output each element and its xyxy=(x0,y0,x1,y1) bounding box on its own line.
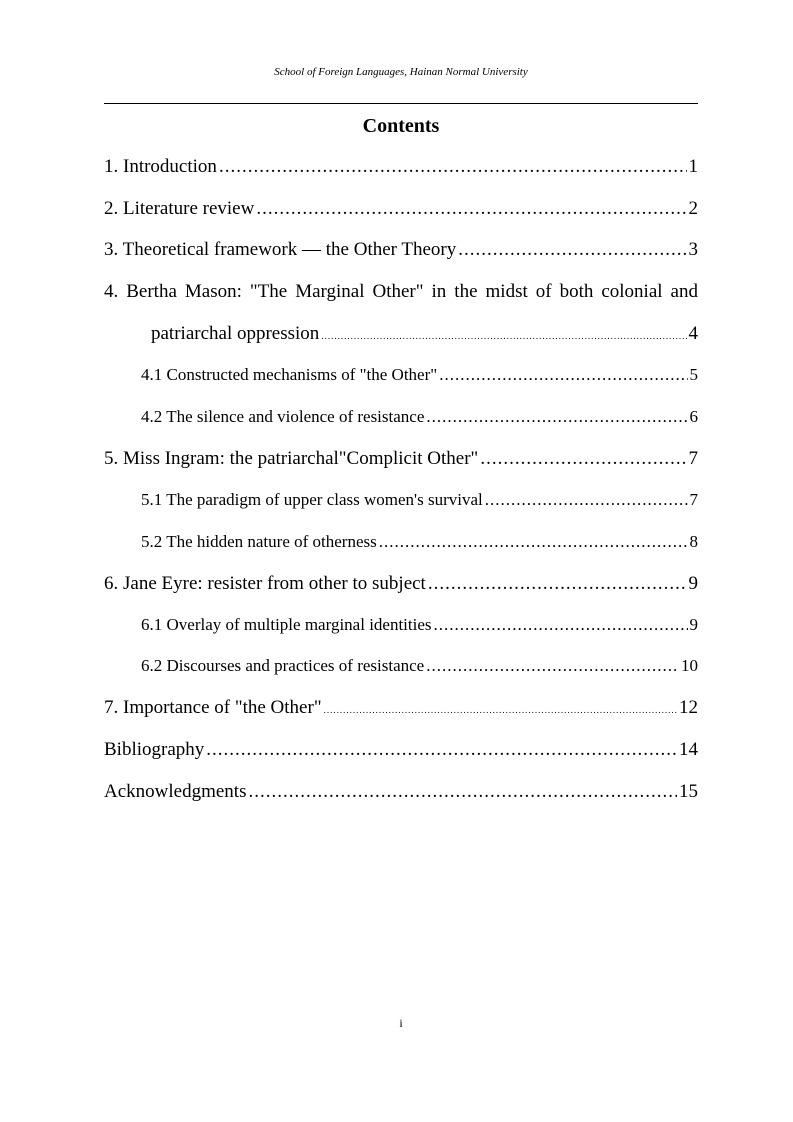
dot-leader xyxy=(248,781,677,803)
dot-leader xyxy=(434,615,688,635)
toc-entry-jane-eyre[interactable] xyxy=(104,573,698,599)
dot-leader xyxy=(439,365,687,385)
toc-entry-label: 5. Miss Ingram: the patriarchal"Complicit Other" xyxy=(104,448,479,469)
dot-leader xyxy=(324,705,677,715)
toc-entry-page: 15 xyxy=(679,781,698,802)
toc-entry-bibliography[interactable] xyxy=(104,739,698,765)
toc-entry-acknowledgments[interactable] xyxy=(104,781,698,807)
toc-entry-label: 7. Importance of "the Other" xyxy=(104,697,322,718)
toc-entry-page: 14 xyxy=(679,739,698,760)
dot-leader xyxy=(426,656,679,676)
toc-entry-page: 12 xyxy=(679,697,698,718)
toc-entry-page: 7 xyxy=(689,490,698,509)
dot-leader xyxy=(206,739,677,761)
toc-entry-theoretical-framework[interactable] xyxy=(104,239,698,265)
toc-entry-page: 9 xyxy=(688,573,698,594)
running-header: School of Foreign Languages, Hainan Normal University xyxy=(274,66,528,78)
toc-entry-silence-and-violence[interactable] xyxy=(141,407,698,433)
toc-entry-page: 7 xyxy=(688,448,698,469)
toc-entry-marginal-identities[interactable] xyxy=(141,615,698,641)
toc-entry-page: 9 xyxy=(689,615,698,634)
toc-entry-label: Acknowledgments xyxy=(104,781,247,802)
toc-entry-page: 5 xyxy=(689,365,698,384)
dot-leader xyxy=(321,331,686,341)
toc-entry-label: 4.2 The silence and violence of resistance xyxy=(141,407,425,426)
toc-entry-constructed-mechanisms[interactable] xyxy=(141,365,698,391)
toc-entry-label: 2. Literature review xyxy=(104,198,255,219)
toc-entry-label: 1. Introduction xyxy=(104,156,217,177)
toc-entry-literature-review[interactable] xyxy=(104,198,698,224)
toc-entry-introduction[interactable] xyxy=(104,156,698,182)
toc-entry-page: 4 xyxy=(688,323,698,344)
page-title: Contents xyxy=(362,115,440,137)
toc-entry-miss-ingram[interactable] xyxy=(104,448,698,474)
dot-leader xyxy=(428,573,687,595)
toc-entry-label: 6.1 Overlay of multiple marginal identities xyxy=(141,615,432,634)
toc-entry-upper-class-paradigm[interactable] xyxy=(141,490,698,516)
toc-entry-label: 6. Jane Eyre: resister from other to subject xyxy=(104,573,426,594)
toc-entry-importance-of-other[interactable] xyxy=(104,697,698,723)
dot-leader xyxy=(219,156,687,178)
dot-leader xyxy=(485,490,688,510)
page-number-footer: i xyxy=(399,1016,403,1030)
toc-entry-label: 6.2 Discourses and practices of resistance xyxy=(141,656,425,675)
toc-entry-label: Bibliography xyxy=(104,739,205,760)
toc-entry-bertha-mason[interactable] xyxy=(151,323,698,349)
toc-entry-page: 6 xyxy=(689,407,698,426)
dot-leader xyxy=(379,532,688,552)
toc-entry-bertha-mason-line1[interactable]: 4. Bertha Mason: "The Marginal Other" in the midst of both colonial and xyxy=(104,281,698,302)
toc-entry-discourses-practices[interactable] xyxy=(141,656,698,682)
toc-entry-page: 8 xyxy=(689,532,698,551)
toc-entry-label: patriarchal oppression xyxy=(151,323,320,344)
toc-entry-page: 2 xyxy=(688,198,698,219)
toc-entry-label: 5.1 The paradigm of upper class women's survival xyxy=(141,490,483,509)
toc-entry-hidden-nature[interactable] xyxy=(141,532,698,558)
toc-entry-page: 1 xyxy=(688,156,698,177)
dot-leader xyxy=(480,448,686,470)
toc-entry-label: 4.1 Constructed mechanisms of "the Other" xyxy=(141,365,438,384)
toc-entry-page: 10 xyxy=(681,656,698,675)
toc-entry-label: 3. Theoretical framework — the Other Theory xyxy=(104,239,457,260)
dot-leader xyxy=(458,239,686,261)
toc-entry-page: 3 xyxy=(688,239,698,260)
toc-entry-label: 5.2 The hidden nature of otherness xyxy=(141,532,377,551)
dot-leader xyxy=(256,198,686,220)
header-rule xyxy=(104,103,698,104)
dot-leader xyxy=(426,407,687,427)
